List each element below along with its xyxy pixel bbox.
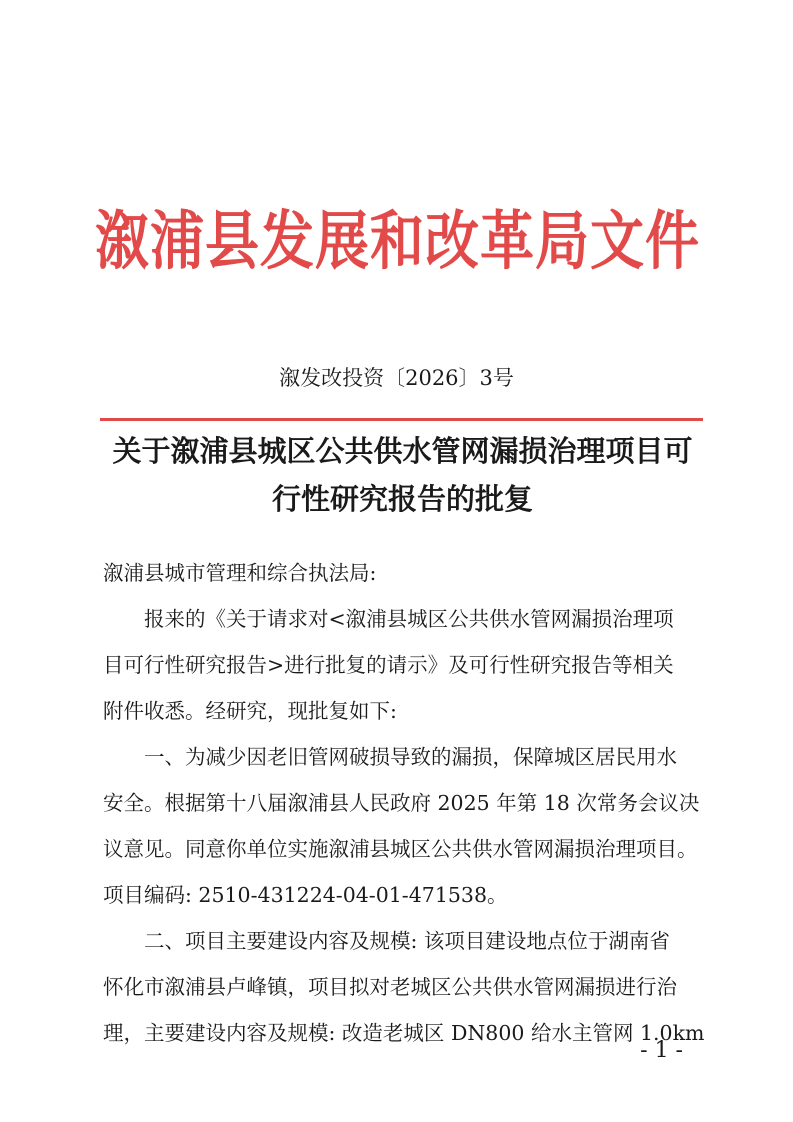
paragraph-2-line: 议意见。同意你单位实施溆浦县城区公共供水管网漏损治理项目。	[103, 837, 698, 861]
document-body	[103, 550, 703, 1056]
paragraph-1-line: 附件收悉。经研究，现批复如下:	[103, 699, 397, 723]
masthead-title: 溆浦县发展和改革局文件	[95, 204, 700, 279]
title-line-2: 行性研究报告的批复	[271, 482, 533, 516]
paragraph-3-line: 二、项目主要建设内容及规模: 该项目建设地点位于湖南省	[144, 929, 670, 953]
paragraph-3-line: 怀化市溆浦县卢峰镇，项目拟对老城区公共供水管网漏损进行治	[103, 975, 677, 999]
paragraph-1-line: 报来的《关于请求对<溆浦县城区公共供水管网漏损治理项	[144, 607, 674, 631]
page-number: - 1 -	[640, 1038, 683, 1063]
addressee: 溆浦县城市管理和综合执法局:	[103, 561, 377, 585]
red-divider-rule	[100, 418, 703, 421]
paragraph-2-line: 一、为减少因老旧管网破损导致的漏损，保障城区居民用水	[144, 745, 677, 769]
paragraph-1-line: 目可行性研究报告>进行批复的请示》及可行性研究报告等相关	[103, 653, 674, 677]
paragraph-3-line: 理，主要建设内容及规模: 改造老城区 DN800 给水主管网 1.0km	[103, 1021, 705, 1045]
paragraph-2-line: 项目编码: 2510-431224-04-01-471538。	[103, 883, 508, 907]
document-title	[95, 427, 710, 523]
title-line-1: 关于溆浦县城区公共供水管网漏损治理项目可	[112, 434, 693, 468]
paragraph-2-line: 安全。根据第十八届溆浦县人民政府 2025 年第 18 次常务会议决	[103, 791, 700, 815]
document-number: 溆发改投资〔2026〕3号	[279, 366, 514, 390]
